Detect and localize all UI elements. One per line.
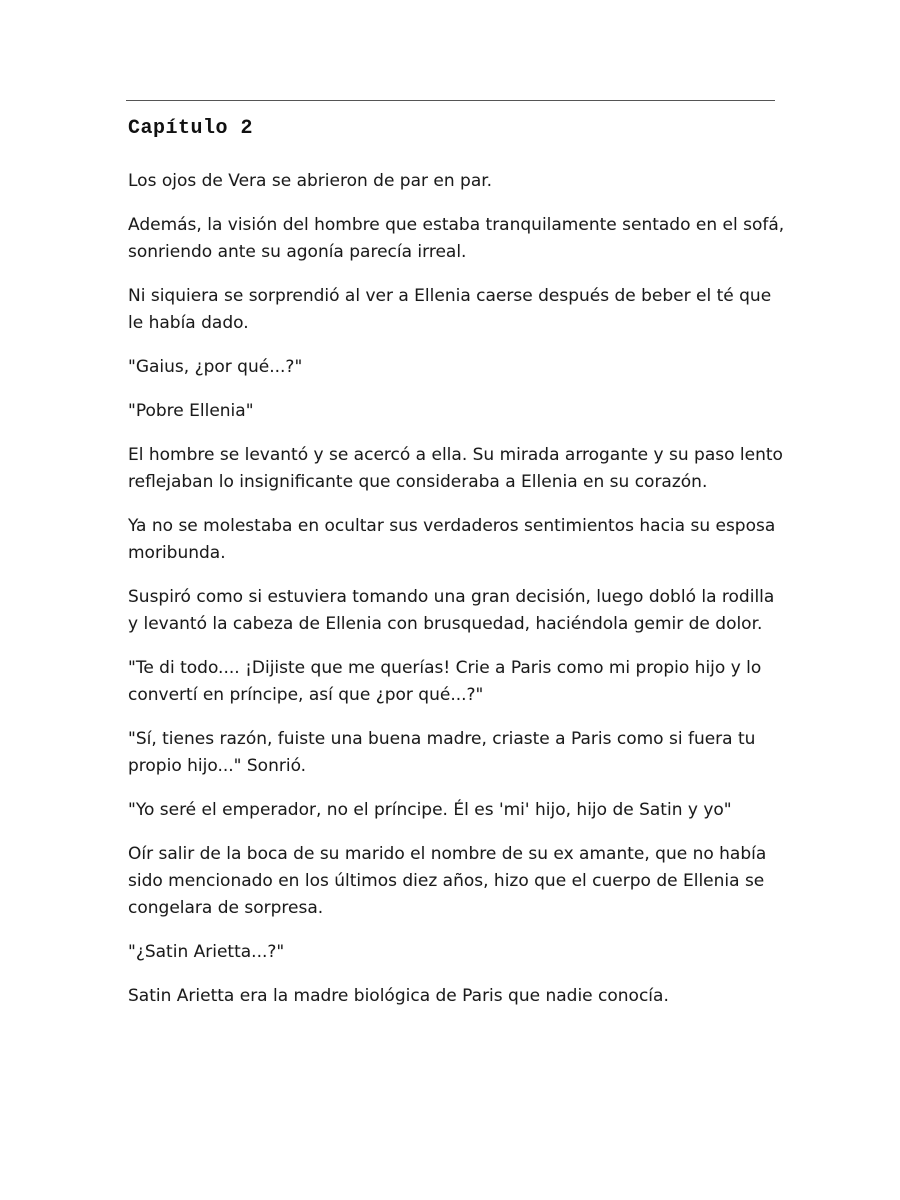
top-divider (126, 100, 775, 101)
paragraph: Los ojos de Vera se abrieron de par en par. (128, 171, 493, 191)
paragraph: "Sí, tienes razón, fuiste una buena madre, criaste a Paris como si fuera tu propio hijo..." Sonrió. (128, 729, 756, 776)
paragraph: Oír salir de la boca de su marido el nombre de su ex amante, que no había sido mencionado en los últimos diez años, hizo que el cuerpo de Ellenia se congelara de sorpresa. (128, 844, 767, 918)
paragraph: El hombre se levantó y se acercó a ella. Su mirada arrogante y su paso lento reflejaban lo insignificante que consideraba a Ellenia en su corazón. (128, 445, 783, 492)
paragraph: "Gaius, ¿por qué...?" (128, 357, 303, 377)
paragraph: "Pobre Ellenia" (128, 401, 254, 421)
paragraph: "Te di todo.... ¡Dijiste que me querías! Crie a Paris como mi propio hijo y lo convertí en príncipe, así que ¿por qué...?" (128, 658, 762, 705)
paragraph: Satin Arietta era la madre biológica de Paris que nadie conocía. (128, 986, 669, 1006)
paragraph: Ya no se molestaba en ocultar sus verdaderos sentimientos hacia su esposa moribunda. (128, 516, 776, 563)
chapter-body (128, 168, 788, 1027)
chapter-title: Capítulo 2 (128, 117, 254, 140)
paragraph: "¿Satin Arietta...?" (128, 942, 285, 962)
paragraph: "Yo seré el emperador, no el príncipe. Él es 'mi' hijo, hijo de Satin y yo" (128, 800, 732, 820)
paragraph: Suspiró como si estuviera tomando una gran decisión, luego dobló la rodilla y levantó la cabeza de Ellenia con brusquedad, haciéndola gemir de dolor. (128, 587, 775, 634)
paragraph: Ni siquiera se sorprendió al ver a Ellenia caerse después de beber el té que le había dado. (128, 286, 772, 333)
paragraph: Además, la visión del hombre que estaba tranquilamente sentado en el sofá, sonriendo ante su agonía parecía irreal. (128, 215, 785, 262)
